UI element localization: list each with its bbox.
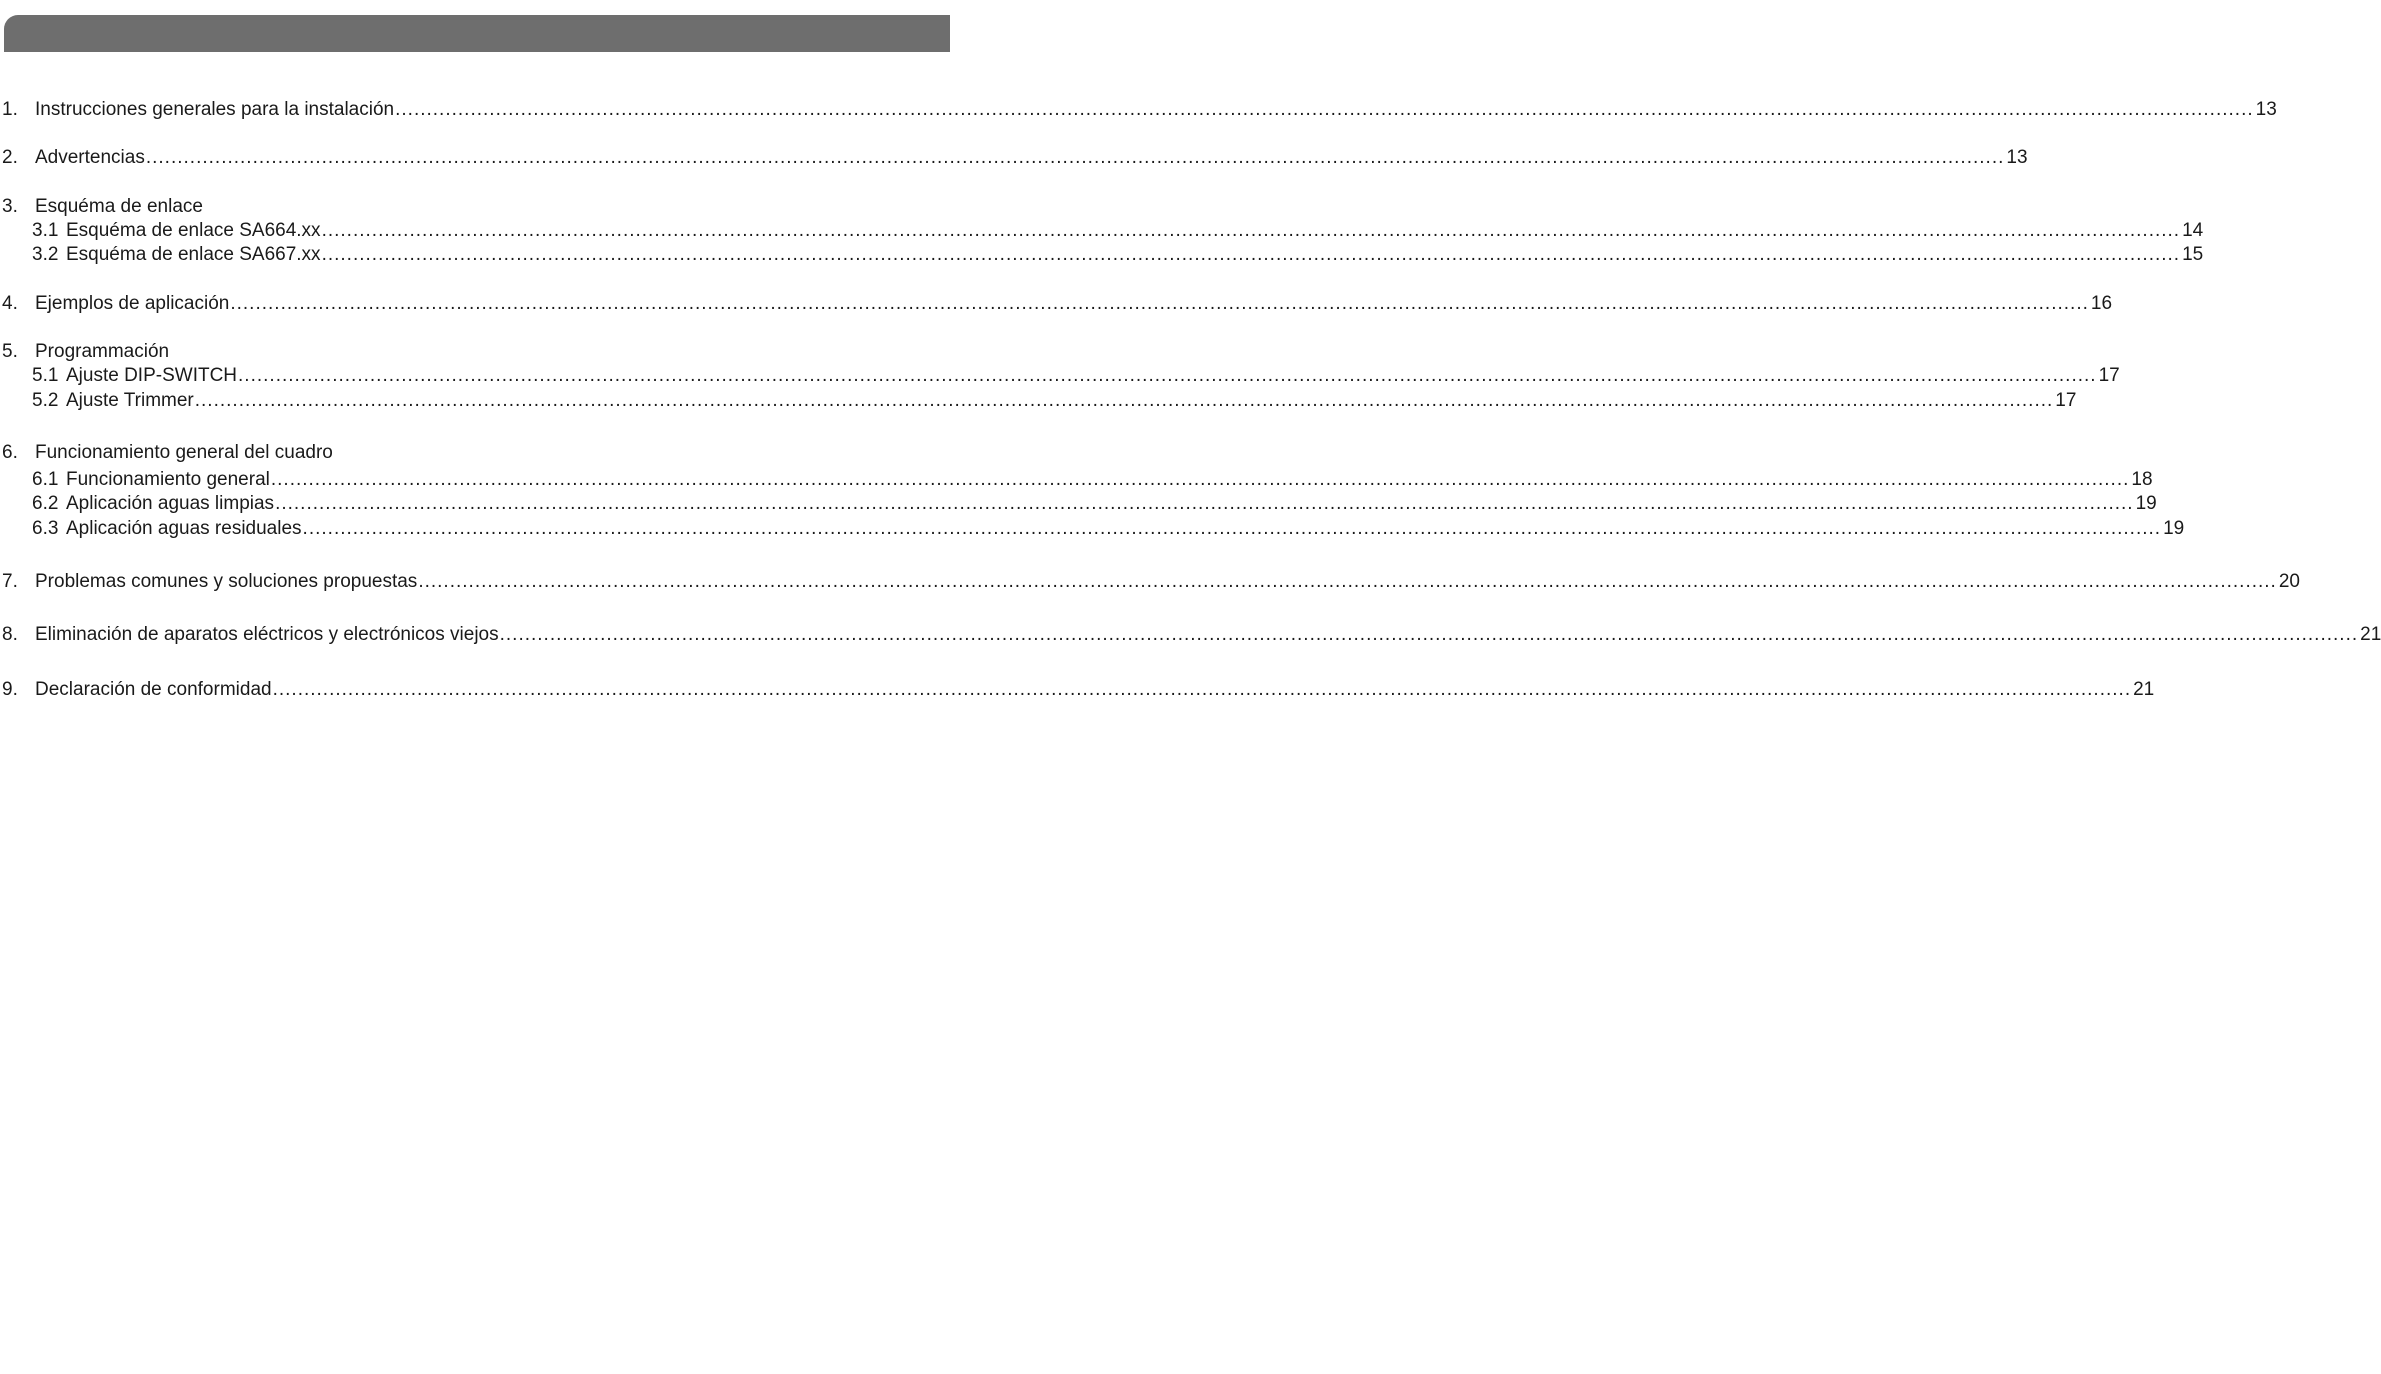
toc-entry-3-1[interactable] xyxy=(0,219,2204,243)
toc-number: 8. xyxy=(2,624,18,645)
toc-entry-8[interactable] xyxy=(0,623,2381,647)
toc-leader xyxy=(271,468,2130,492)
toc-leader xyxy=(195,389,2054,413)
toc-title: Funcionamiento general del cuadro xyxy=(35,442,333,463)
toc-leader xyxy=(230,292,2089,316)
toc-title: Esquéma de enlace xyxy=(35,196,203,217)
toc-number: 6.1 xyxy=(32,469,59,490)
toc-page: 17 xyxy=(2055,390,2077,411)
toc-number: 3. xyxy=(2,196,18,217)
toc-page: 13 xyxy=(2255,99,2277,120)
toc-entry-4[interactable] xyxy=(0,292,2113,316)
toc-leader xyxy=(395,98,2254,122)
toc-entry-1[interactable] xyxy=(0,98,2277,122)
toc-title: Problemas comunes y soluciones propuestas xyxy=(35,571,418,592)
toc-entry-9[interactable] xyxy=(0,678,2155,702)
toc-page: 17 xyxy=(2098,365,2120,386)
toc-leader xyxy=(418,570,2277,594)
toc-page: 20 xyxy=(2278,571,2300,592)
toc-entry-3-2[interactable] xyxy=(0,243,2204,267)
toc-entry-6-1[interactable] xyxy=(0,468,2153,492)
toc-page: 15 xyxy=(2182,244,2204,265)
toc-number: 3.2 xyxy=(32,244,59,265)
toc-number: 2. xyxy=(2,147,18,168)
toc-page: 16 xyxy=(2090,293,2113,314)
toc-title: Ejemplos de aplicación xyxy=(35,293,230,314)
toc-leader xyxy=(275,492,2134,516)
toc-entry-5 xyxy=(0,340,948,364)
toc-leader xyxy=(273,678,2132,702)
toc-entry-7[interactable] xyxy=(0,570,2300,594)
toc-leader xyxy=(303,517,2162,541)
toc-title: Esquéma de enlace SA667.xx xyxy=(66,244,321,265)
toc-title: Aplicación aguas residuales xyxy=(66,518,302,539)
toc-title: Funcionamiento general xyxy=(66,469,270,490)
toc-entry-6 xyxy=(0,441,948,465)
toc-number: 6.3 xyxy=(32,518,59,539)
toc-number: 6.2 xyxy=(32,493,59,514)
toc-title: Ajuste DIP-SWITCH xyxy=(66,365,238,386)
toc-leader xyxy=(238,364,2097,388)
toc-page: 14 xyxy=(2182,220,2204,241)
toc-leader xyxy=(146,146,2005,170)
toc-title: Advertencias xyxy=(35,147,145,168)
toc-leader xyxy=(322,219,2181,243)
toc-title: Esquéma de enlace SA664.xx xyxy=(66,220,321,241)
toc-entry-6-3[interactable] xyxy=(0,517,2185,541)
toc-number: 5.1 xyxy=(32,365,59,386)
toc-leader xyxy=(500,623,2359,647)
toc-title: Eliminación de aparatos eléctricos y electrónicos viejos xyxy=(35,624,499,645)
toc-entry-6-2[interactable] xyxy=(0,492,2157,516)
toc-title: Declaración de conformidad xyxy=(35,679,272,700)
toc-number: 1. xyxy=(2,99,18,120)
toc-page: 13 xyxy=(2006,147,2028,168)
toc-number: 9. xyxy=(2,679,18,700)
toc-page: 21 xyxy=(2133,679,2155,700)
toc-title: Instrucciones generales para la instalación xyxy=(35,99,395,120)
toc-number: 6. xyxy=(2,442,18,463)
toc-leader xyxy=(322,243,2181,267)
toc-entry-5-1[interactable] xyxy=(0,364,2120,388)
toc-number: 5.2 xyxy=(32,390,59,411)
toc-number: 3.1 xyxy=(32,220,59,241)
toc-entry-3 xyxy=(0,195,948,219)
toc-number: 4. xyxy=(2,293,18,314)
toc-page: 19 xyxy=(2135,493,2157,514)
toc-number: 7. xyxy=(2,571,18,592)
toc-page: 18 xyxy=(2131,469,2153,490)
toc-page: 21 xyxy=(2360,624,2381,645)
toc-page: 19 xyxy=(2163,518,2185,539)
toc-entry-5-2[interactable] xyxy=(0,389,2077,413)
toc-title: Ajuste Trimmer xyxy=(66,390,194,411)
toc-number: 5. xyxy=(2,341,18,362)
toc-title: Aplicación aguas limpias xyxy=(66,493,275,514)
toc-entry-2[interactable] xyxy=(0,146,2028,170)
toc-title: Programmación xyxy=(35,341,170,362)
